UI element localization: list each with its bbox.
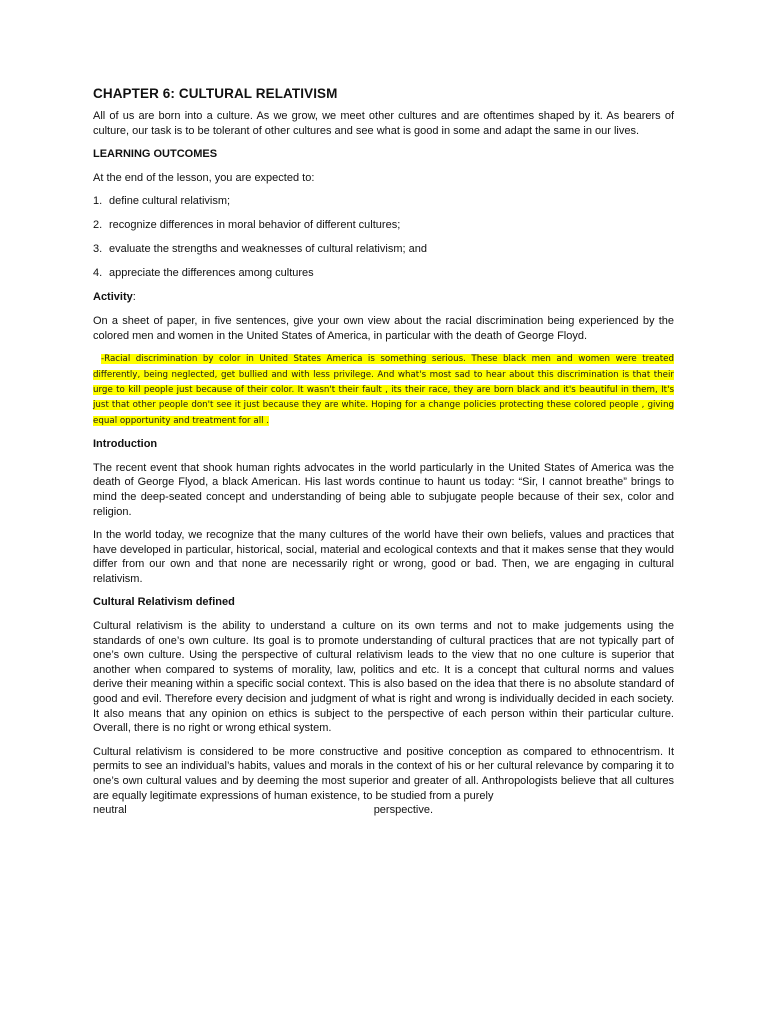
- outcome-text: evaluate the strengths and weaknesses of cultural relativism; and: [109, 243, 427, 256]
- highlighted-answer: [93, 352, 674, 429]
- outcome-item: [93, 242, 674, 257]
- activity-colon: :: [132, 291, 136, 304]
- outcome-number: 4.: [93, 267, 103, 280]
- introduction-paragraph-1: The recent event that shook human rights advocates in the world particularly in the United States of America was the death of George Flyod, a black American. His last words continue to haunt us today: “Sir, I cannot breathe” brings to mind the deep-seated concept and understanding of being able to subjugate people because of their sex, color and religion.: [93, 461, 674, 518]
- outcome-item: [93, 194, 674, 209]
- outcome-item: [93, 266, 674, 281]
- outcome-number: 1.: [93, 195, 103, 208]
- last-word-right: perspective.: [373, 804, 433, 817]
- outcome-number: 3.: [93, 243, 103, 256]
- document-page: [93, 86, 674, 818]
- cultural-relativism-defined-heading: Cultural Relativism defined: [93, 596, 235, 609]
- activity-label: Activity: [93, 291, 133, 304]
- outcome-number: 2.: [93, 219, 103, 232]
- outcome-text: recognize differences in moral behavior of different cultures;: [109, 219, 401, 232]
- activity-heading: [93, 290, 674, 305]
- outcome-text: define cultural relativism;: [109, 195, 231, 208]
- activity-prompt: On a sheet of paper, in five sentences, give your own view about the racial discrimination being experienced by the colored men and women in the United States of America, in particular with the death of George Floyd.: [93, 314, 674, 342]
- introduction-paragraph-2: In the world today, we recognize that the many cultures of the world have their own beliefs, values and practices that have developed in particular, historical, social, material and ecological contexts and that it makes sense that they would differ from our own and that none are necessarily right or wrong, good or bad. Then, we are engaging in cultural relativism.: [93, 529, 674, 585]
- last-word-left: neutral: [93, 804, 127, 817]
- intro-paragraph: All of us are born into a culture. As we grow, we meet other cultures and are oftentimes shaped by it. As bearers of culture, our task is to be tolerant of other cultures and see what is good in some and adapt the same in our lives.: [93, 110, 674, 137]
- answer-text: -Racial discrimination by color in United States America is something serious. These black men and women were treated differently, being neglected, get bullied and with less privilege. And what's most sad to hear about this discrimination is that their urge to kill people just because of their color. It wasn't their fault , its their race, they are born black and it's beautiful in them, It's just that other people don't see it just because they are white. Hoping for a change policies protecting these colored people , giving equal opportunity and treatment for all .: [93, 354, 674, 426]
- defined-paragraph-2: Cultural relativism is considered to be more constructive and positive conception as compared to ethnocentrism. It permits to see an individual’s habits, values and morals in the context of his or her cultural relevance by comparing it to one’s own cultural values and by deeming the most superior and greater of all. Anthropologists believe that all cultures are equally legitimate expressions of human existence, to be studied from a purely: [93, 745, 674, 802]
- outcome-text: appreciate the differences among cultures: [109, 267, 314, 280]
- introduction-heading: Introduction: [93, 438, 158, 451]
- defined-last-line: [93, 803, 433, 818]
- learning-outcomes-lead: At the end of the lesson, you are expected to:: [93, 171, 315, 184]
- chapter-title: CHAPTER 6: CULTURAL RELATIVISM: [93, 86, 338, 101]
- learning-outcomes-heading: LEARNING OUTCOMES: [93, 148, 218, 161]
- defined-paragraph-1: Cultural relativism is the ability to understand a culture on its own terms and not to make judgements using the standards of one’s own culture. Its goal is to promote understanding of cultural practices that are not typically part of one’s own culture. Using the perspective of cultural relativism leads to the view that no one culture is superior that another when compared to systems of morality, law, politics and etc. It is a concept that cultural norms and values derive their meaning within a specific social context. This is also based on the idea that there is no absolute standard of good and evil. Therefore every decision and judgment of what is right and wrong is individually decided in each society. It also means that any opinion on ethics is subject to the perspective of each person within their particular culture. Overall, there is no right or wrong ethical system.: [93, 620, 674, 735]
- outcome-item: [93, 218, 674, 233]
